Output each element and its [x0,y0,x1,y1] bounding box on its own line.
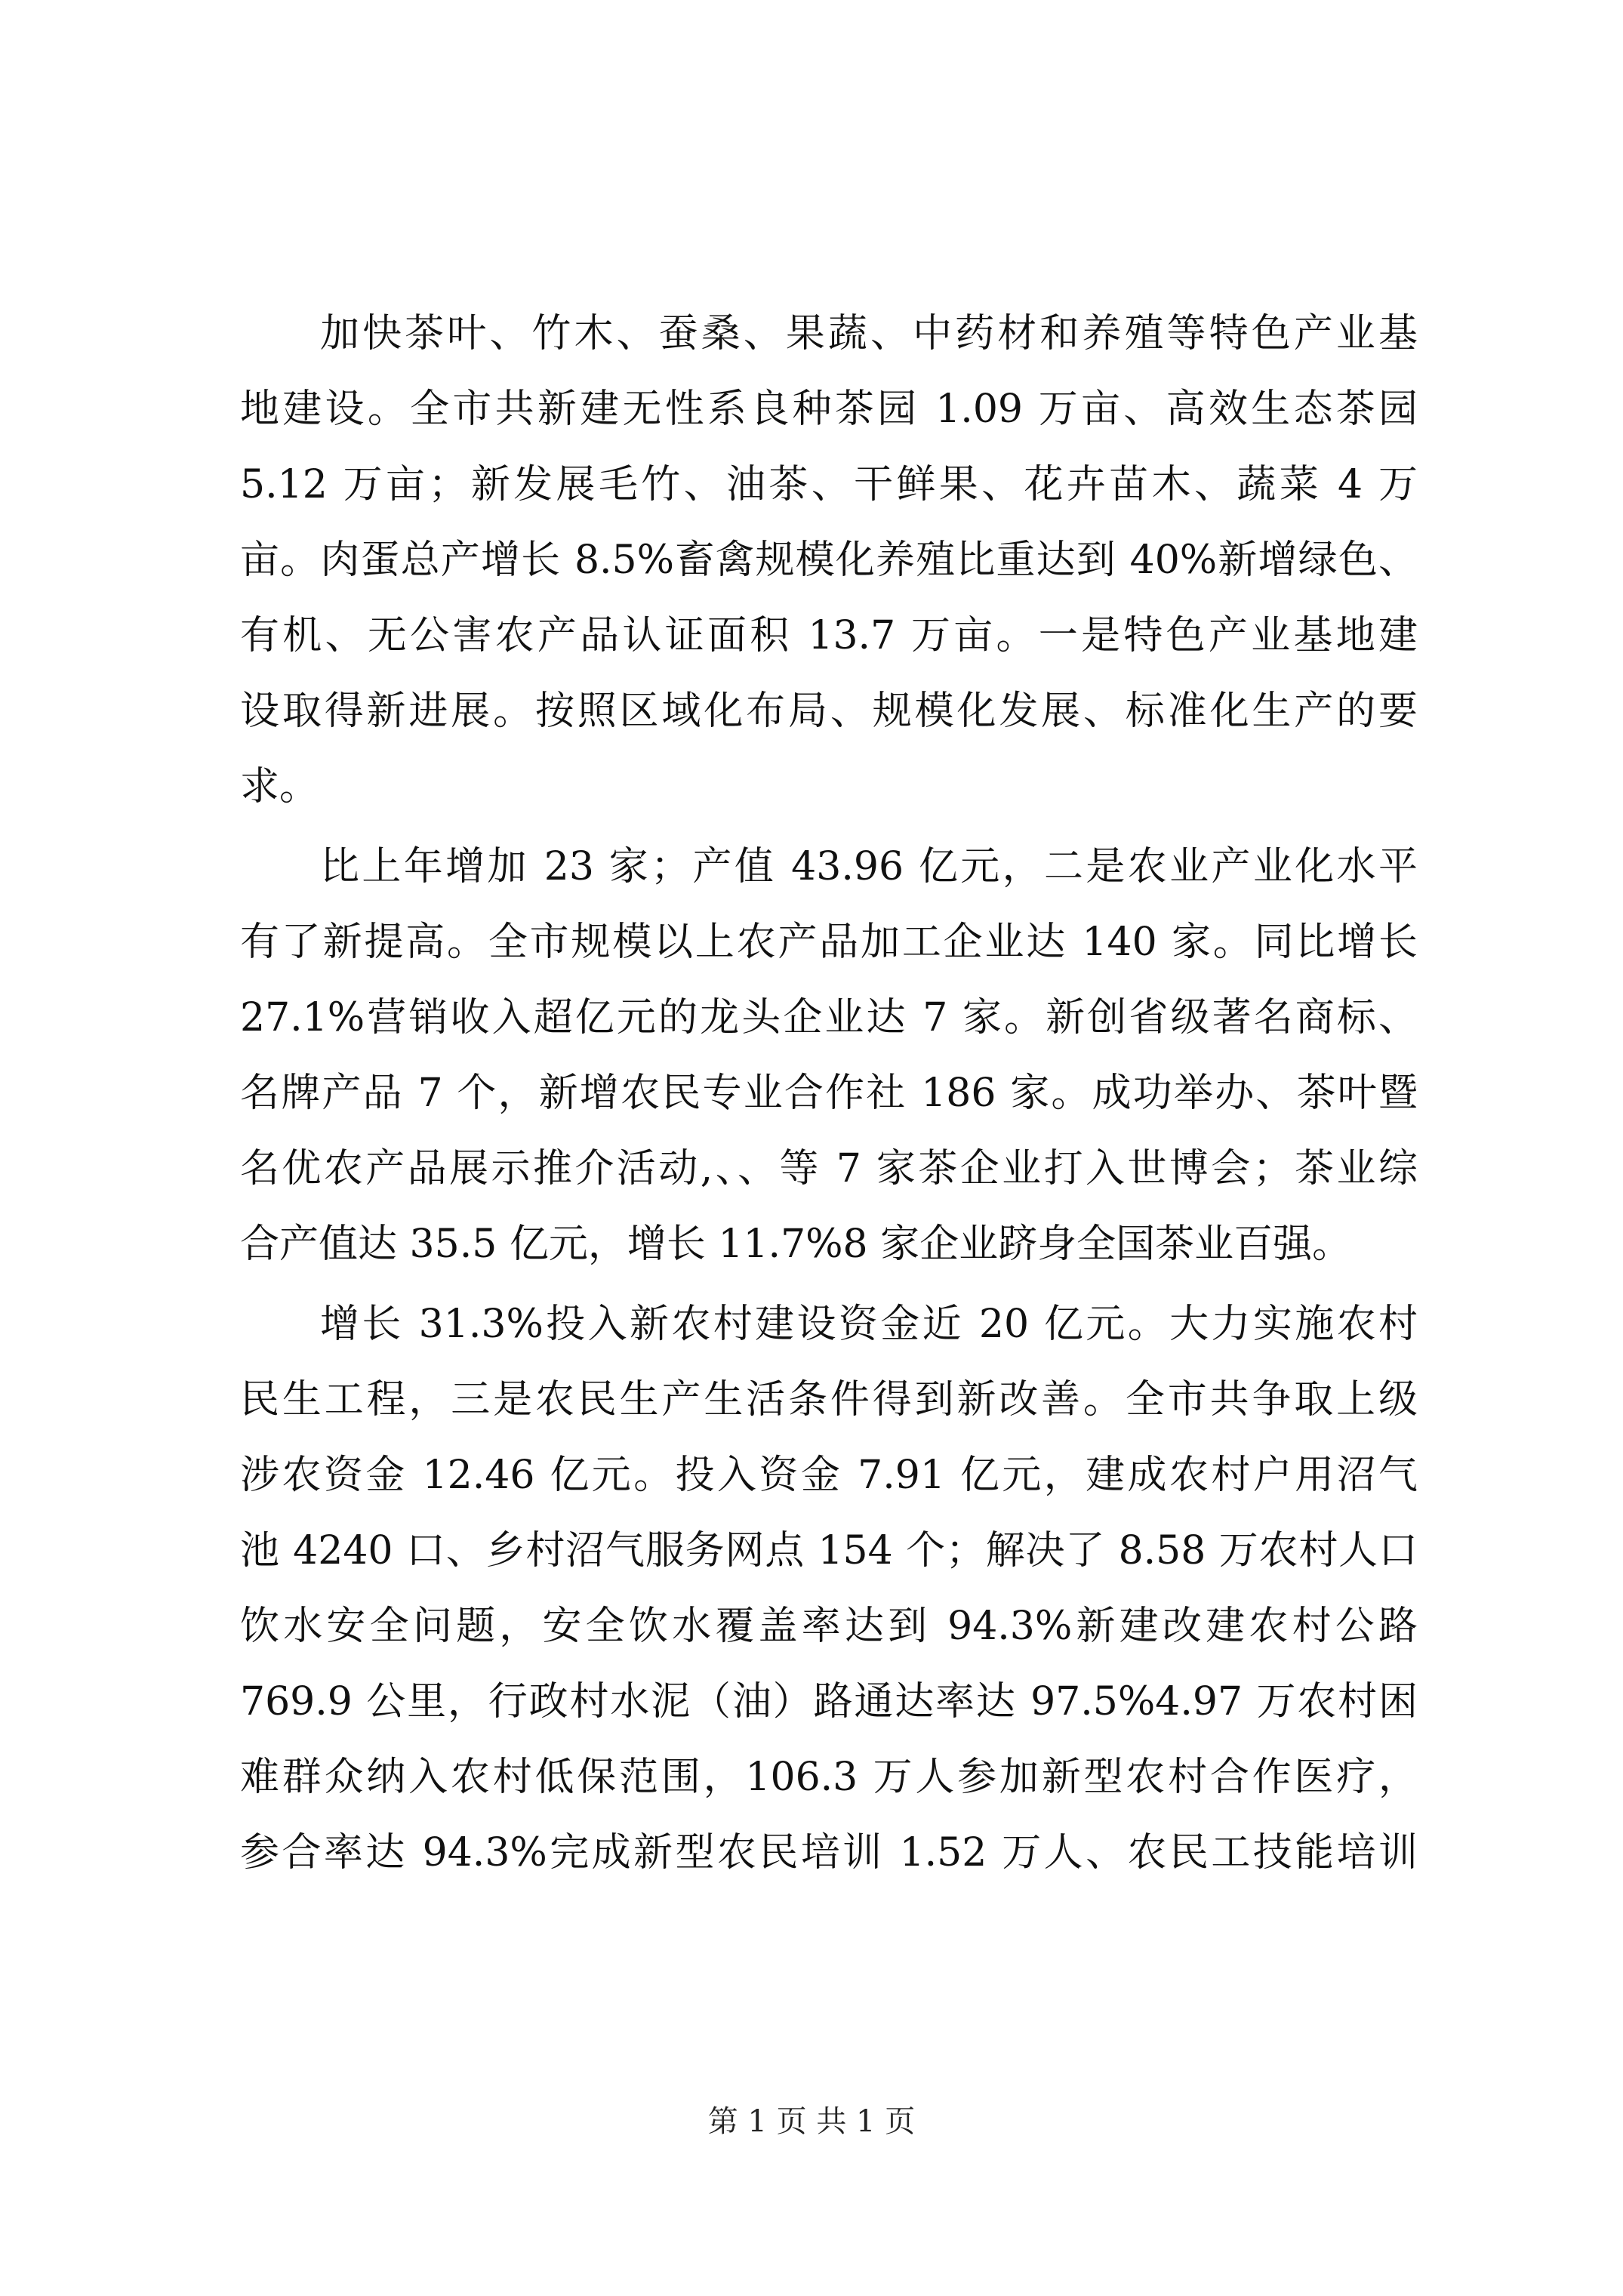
text-line: 设取得新进展。按照区域化布局、规模化发展、标准化生产的要 [240,689,1418,734]
text-line: 饮水安全问题，安全饮水覆盖率达到 94.3%新建改建农村公路 [240,1604,1418,1649]
page-number-footer: 第 1 页 共 1 页 [707,2104,916,2139]
text-line: 难群众纳入农村低保范围，106.3 万人参加新型农村合作医疗， [240,1755,1418,1800]
text-line: 地建设。全市共新建无性系良种茶园 1.09 万亩、高效生态茶园 [240,387,1418,432]
paragraph-2 [240,829,1418,1282]
text-line: 有机、无公害农产品认证面积 13.7 万亩。一是特色产业基地建 [240,613,1418,658]
document-body [240,296,1418,1891]
paragraph-1 [240,296,1418,824]
text-line: 涉农资金 12.46 亿元。投入资金 7.91 亿元，建成农村户用沼气 [240,1453,1418,1498]
text-line: 参合率达 94.3%完成新型农民培训 1.52 万人、农民工技能培训 [240,1830,1418,1875]
text-line: 求。 [240,764,319,809]
text-line: 769.9 公里，行政村水泥（油）路通达率达 97.5%4.97 万农村困 [240,1679,1418,1724]
text-line: 名优农产品展示推介活动,、、等 7 家茶企业打入世博会；茶业综 [240,1146,1418,1191]
text-line: 民生工程，三是农民生产生活条件得到新改善。全市共争取上级 [240,1377,1418,1422]
text-line: 比上年增加 23 家；产值 43.96 亿元，二是农业产业化水平 [320,844,1418,889]
text-line: 合产值达 35.5 亿元，增长 11.7%8 家企业跻身全国茶业百强。 [240,1222,1352,1267]
paragraph-3 [240,1287,1418,1891]
text-line: 名牌产品 7 个，新增农民专业合作社 186 家。成功举办、茶叶暨 [240,1071,1418,1116]
text-line: 加快茶叶、竹木、蚕桑、果蔬、中药材和养殖等特色产业基 [320,311,1418,356]
text-line: 池 4240 口、乡村沼气服务网点 154 个；解决了 8.58 万农村人口 [240,1528,1418,1573]
text-line: 27.1%营销收入超亿元的龙头企业达 7 家。新创省级著名商标、 [240,995,1418,1040]
text-line: 5.12 万亩；新发展毛竹、油茶、干鲜果、花卉苗木、蔬菜 4 万 [240,462,1418,507]
text-line: 有了新提高。全市规模以上农产品加工企业达 140 家。同比增长 [240,920,1418,965]
text-line: 增长 31.3%投入新农村建设资金近 20 亿元。大力实施农村 [320,1302,1418,1347]
text-line: 亩。肉蛋总产增长 8.5%畜禽规模化养殖比重达到 40%新增绿色、 [240,538,1418,583]
